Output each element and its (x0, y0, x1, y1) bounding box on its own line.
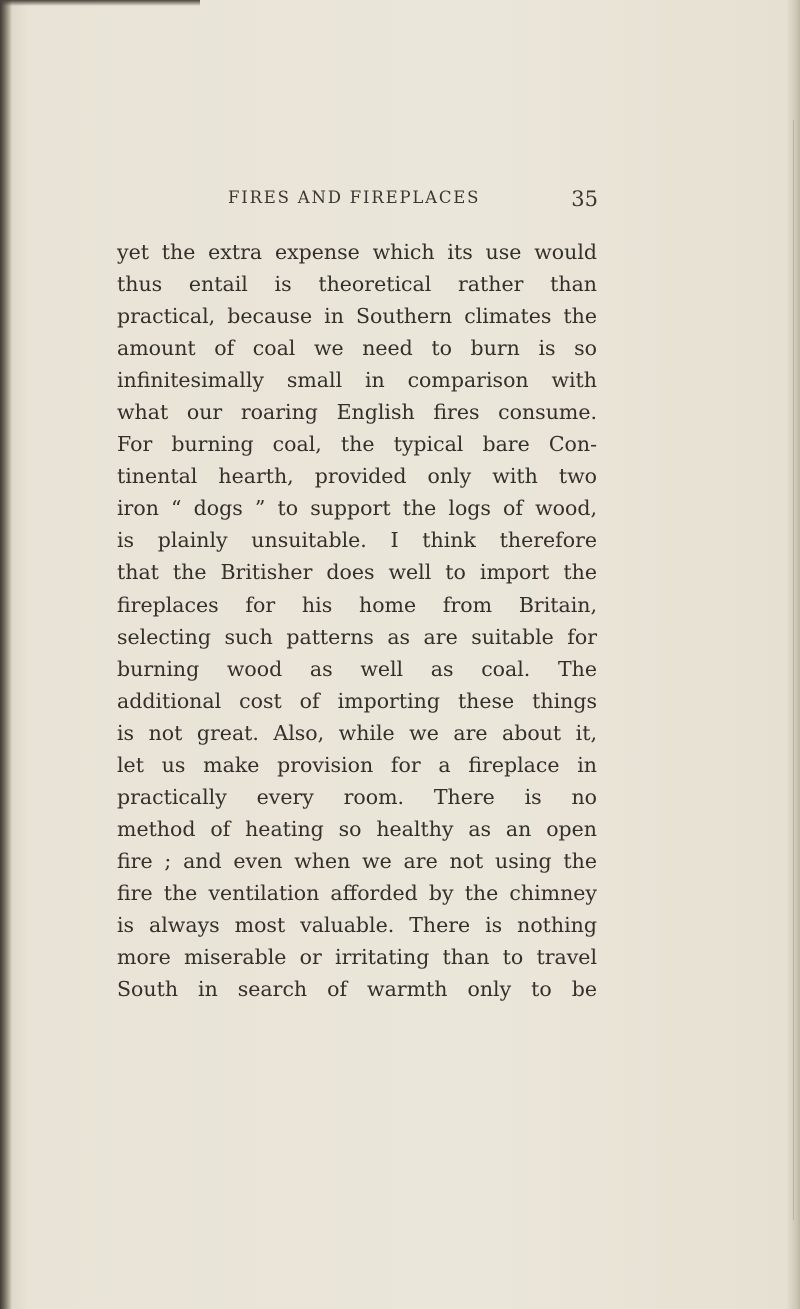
text-line: fireplaces for his home from Britain, (117, 592, 597, 617)
text-line: thus entail is theoretical rather than (117, 272, 597, 297)
text-line: fire the ventilation afforded by the chimney (117, 880, 597, 905)
text-line: amount of coal we need to burn is so (117, 336, 597, 361)
body-text (117, 236, 597, 1005)
running-head (228, 186, 598, 220)
text-line: more miserable or irritating than to travel (117, 945, 597, 970)
text-line: let us make provision for a fireplace in (117, 752, 597, 777)
text-line: practically every room. There is no (117, 784, 597, 809)
text-line: that the Britisher does well to import the (117, 560, 597, 585)
page-number: 35 (571, 187, 598, 211)
top-edge-shadow (0, 0, 200, 6)
text-line: selecting such patterns as are suitable for (117, 624, 597, 649)
page-edge-line (793, 120, 794, 1220)
text-line: what our roaring English fires consume. (117, 400, 597, 425)
text-line: practical, because in Southern climates the (117, 304, 597, 329)
text-line: For burning coal, the typical bare Con- (117, 432, 597, 457)
text-line: is plainly unsuitable. I think therefore (117, 528, 597, 553)
text-line: iron “ dogs ” to support the logs of wood, (117, 496, 597, 521)
text-line: is always most valuable. There is nothing (117, 912, 597, 937)
text-line: tinental hearth, provided only with two (117, 464, 597, 489)
text-line: is not great. Also, while we are about it, (117, 720, 597, 745)
binding-gutter (0, 0, 12, 1309)
text-line: yet the extra expense which its use would (117, 240, 597, 264)
text-line: infinitesimally small in comparison with (117, 368, 597, 393)
text-line: fire ; and even when we are not using the (117, 848, 597, 873)
text-line: method of heating so healthy as an open (117, 816, 597, 841)
running-title: FIRES AND FIREPLACES (228, 188, 481, 207)
text-line: additional cost of importing these things (117, 688, 597, 713)
text-line: South in search of warmth only to be (117, 977, 597, 1002)
text-line: burning wood as well as coal. The (117, 656, 597, 681)
